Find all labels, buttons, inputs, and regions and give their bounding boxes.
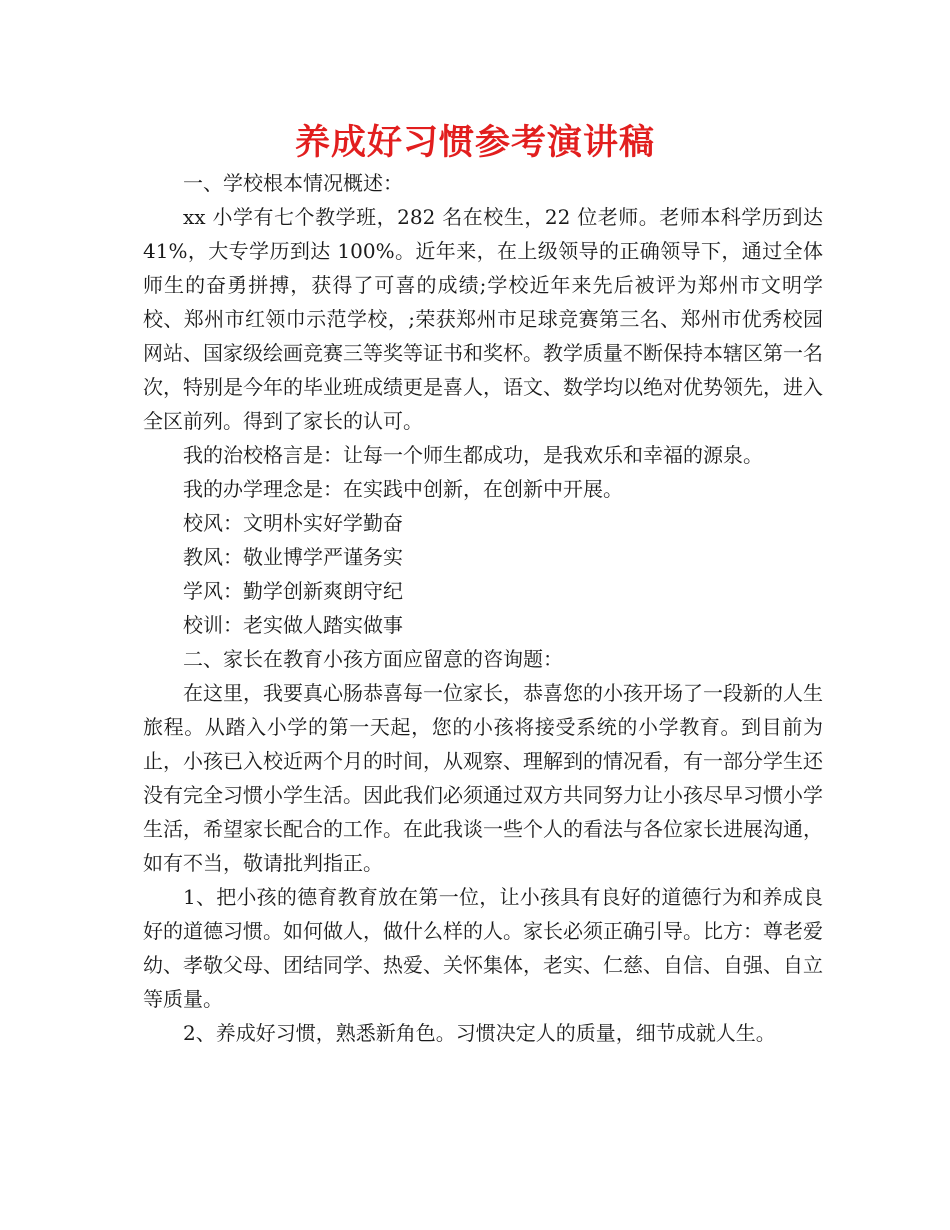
document-title: 养成好习惯参考演讲稿 (294, 123, 655, 163)
section-heading-2: 二、家长在教育小孩方面应留意的咨询题： (183, 647, 563, 671)
paragraph-school-overview: xx 小学有七个教学班，282 名在校生，22 位老师。老师本科学历到达 41%，大专学历到达 100%。近年来，在上级领导的正确领导下，通过全体师生的奋勇拼搏，获得了可喜的成绩;学校近年来先后被评为郑州市文明学校、郑州市红领巾示范学校，;荣获郑州市足球竞赛第三名、郑州市优秀校园网站、国家级绘画竞赛三等奖等证书和奖杯。教学质量不断保持本辖区第一名次，特别是今年的毕业班成绩更是喜人，语文、数学均以绝对优势领先，进入全区前列。得到了家长的认可。 (143, 205, 823, 433)
paragraph-point-2: 2、养成好习惯，熟悉新角色。习惯决定人的质量，细节成就人生。 (183, 1021, 776, 1045)
paragraph-school-motto: 校训：老实做人踏实做事 (183, 613, 403, 637)
section-heading-1: 一、学校根本情况概述： (183, 171, 403, 195)
paragraph-point-1: 1、把小孩的德育教育放在第一位，让小孩具有良好的道德行为和养成良好的道德习惯。如何做人，做什么样的人。家长必须正确引导。比方：尊老爱幼、孝敬父母、团结同学、热爱、关怀集体，老实、仁慈、自信、自强、自立等质量。 (143, 885, 823, 1011)
paragraph-teaching-style: 教风：敬业博学严谨务实 (183, 545, 403, 569)
paragraph-study-style: 学风：勤学创新爽朗守纪 (183, 579, 403, 603)
document-body (143, 166, 823, 1050)
paragraph-school-spirit: 校风：文明朴实好学勤奋 (183, 511, 403, 535)
paragraph-motto: 我的治校格言是：让每一个师生都成功，是我欢乐和幸福的源泉。 (183, 443, 763, 467)
paragraph-philosophy: 我的办学理念是：在实践中创新，在创新中开展。 (183, 477, 623, 501)
paragraph-parents-intro: 在这里，我要真心肠恭喜每一位家长，恭喜您的小孩开场了一段新的人生旅程。从踏入小学的第一天起，您的小孩将接受系统的小学教育。到目前为止，小孩已入校近两个月的时间，从观察、理解到的情况看，有一部分学生还没有完全习惯小学生活。因此我们必须通过双方共同努力让小孩尽早习惯小学生活，希望家长配合的工作。在此我谈一些个人的看法与各位家长进展沟通，如有不当，敬请批判指正。 (143, 681, 823, 875)
